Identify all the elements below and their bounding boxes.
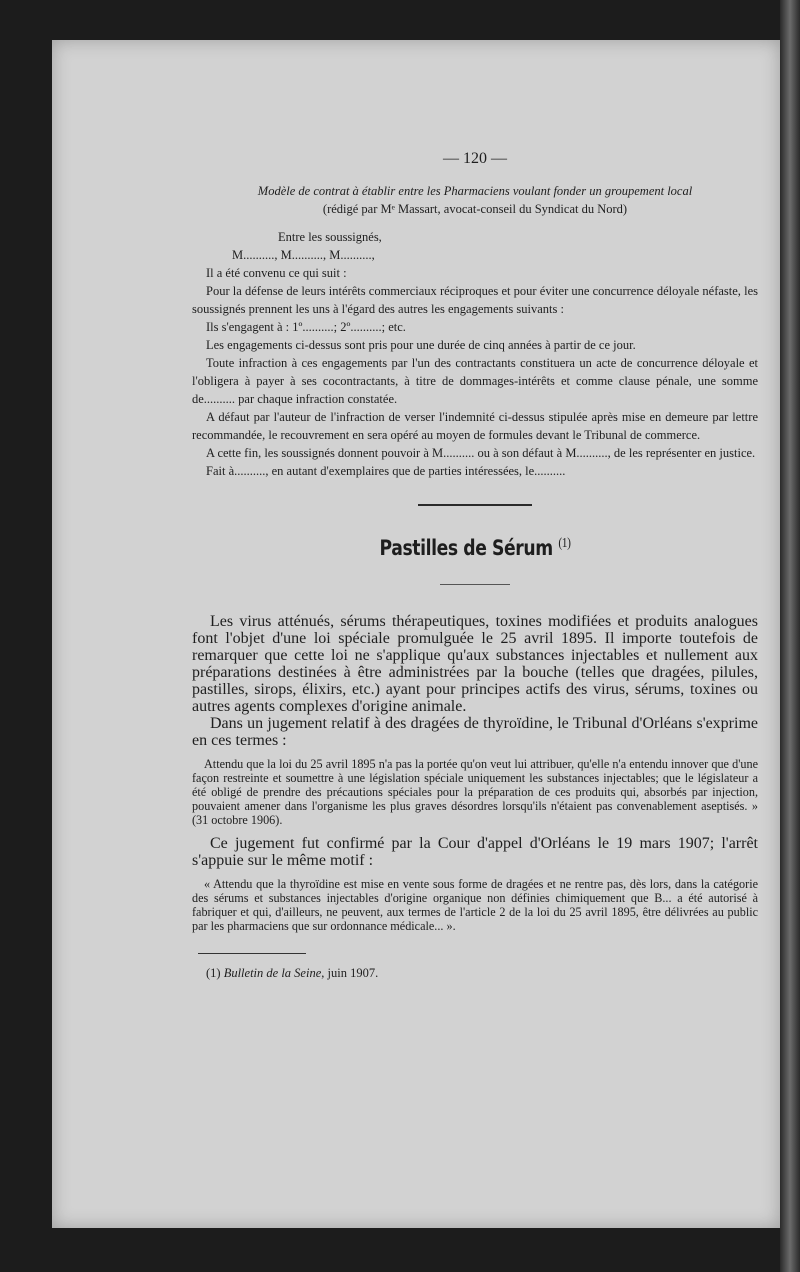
contract-line: M.........., M.........., M.........., (232, 248, 375, 262)
contract-line: Les engagements ci-dessus sont pris pour une durée de cinq années à partir de ce jour. (206, 338, 636, 352)
quotation (192, 757, 758, 827)
contract-line: Il a été convenu ce qui suit : (206, 266, 347, 280)
footnote-number: (1) (206, 966, 221, 980)
footnote-ref: (1) (558, 536, 571, 551)
paragraph: Les virus atténués, sérums thérapeutiques, toxines modifiées et produits analogues font l'objet d'une loi spéciale promulguée le 25 avril 1895. Il importe toutefois de remarquer que cette loi ne s'applique qu'aux substances injectables et nullement aux préparations destinées à être administrées par la bouche (telles que dragées, pilules, pastilles, sirops, élixirs, etc.) ayant pour principes actifs des virus, sérums, toxines ou autres agents complexes d'origine animale. (192, 613, 758, 715)
quote-text: Attendu que la loi du 25 avril 1895 n'a pas la portée qu'on veut lui attribuer, qu'elle n'a entendu innover que d'une façon restreinte et soumettre à une législation spéciale uniquement les substances injectables; que le législateur a été obligé de prendre des précautions spéciales pour la préparation de ces produits qui, absorbés par injection, pouvaient amener dans l'organisme les plus graves désordres lorsqu'ils n'étaient pas convenablement aseptisés. » (31 octobre 1906). (192, 757, 758, 827)
paragraph: Ce jugement fut confirmé par la Cour d'appel d'Orléans le 19 mars 1907; l'arrêt s'appuie sur le même motif : (192, 835, 758, 869)
contract-text (192, 228, 758, 480)
model-title: Modèle de contrat à établir entre les Pharmaciens voulant fonder un groupement local (257, 184, 693, 198)
footnote-rule (198, 953, 306, 954)
contract-line: Ils s'engagent à : 1º..........; 2º..........; etc. (206, 320, 406, 334)
footnote-date: , juin 1907. (321, 966, 379, 980)
contract-line: A cette fin, les soussignés donnent pouvoir à M.......... ou à son défaut à M.........., de les représenter en justice. (206, 446, 756, 460)
contract-line: A défaut par l'auteur de l'infraction de verser l'indemnité ci-dessus stipulée après mise en demeure par lettre recommandée, le recouvrement en sera opéré au moyen de formules devant le Tribunal de commerce. (192, 410, 758, 442)
model-subtitle: (rédigé par Mᵉ Massart, avocat-conseil du Syndicat du Nord) (322, 202, 628, 216)
contract-line: Pour la défense de leurs intérêts commerciaux réciproques et pour éviter une concurrence déloyale néfaste, les soussignés prennent les uns à l'égard des autres les engagements suivants : (192, 284, 758, 316)
scan-edge-strip (780, 0, 800, 1272)
contract-line: Fait à.........., en autant d'exemplaires que de parties intéressées, le.......... (206, 464, 566, 478)
footnote (206, 966, 758, 981)
heading-underline (440, 584, 510, 585)
page-content (192, 150, 758, 981)
page-number: — 120 — (443, 150, 507, 167)
section-heading (243, 536, 707, 560)
article-body-continued (192, 835, 758, 869)
contract-line: Entre les soussignés, (278, 230, 382, 244)
contract-line: Toute infraction à ces engagements par l'un des contractants constituera un acte de concurrence déloyale et l'obligera à payer à ses cocontractants, à titre de dommages-intérêts et comme clause pénale, une somme de.......... par chaque infraction constatée. (192, 356, 758, 406)
quote-text: « Attendu que la thyroïdine est mise en vente sous forme de dragées et ne rentre pas, dès lors, dans la catégorie des sérums et substances injectables d'origine organique non définies chimiquement que B... a été autorisé à fabriquer et qui, d'ailleurs, ne peuvent, aux termes de l'article 2 de la loi du 25 avril 1895, être délivrées au public par les pharmaciens que sur ordonnance médicale... ». (192, 877, 758, 933)
paragraph: Dans un jugement relatif à des dragées de thyroïdine, le Tribunal d'Orléans s'exprime en ces termes : (192, 715, 758, 749)
footnote-source: Bulletin de la Seine (223, 966, 322, 980)
article-body (192, 613, 758, 749)
quotation (192, 877, 758, 933)
section-title: Pastilles de Sérum (379, 536, 553, 560)
section-divider (418, 504, 532, 506)
